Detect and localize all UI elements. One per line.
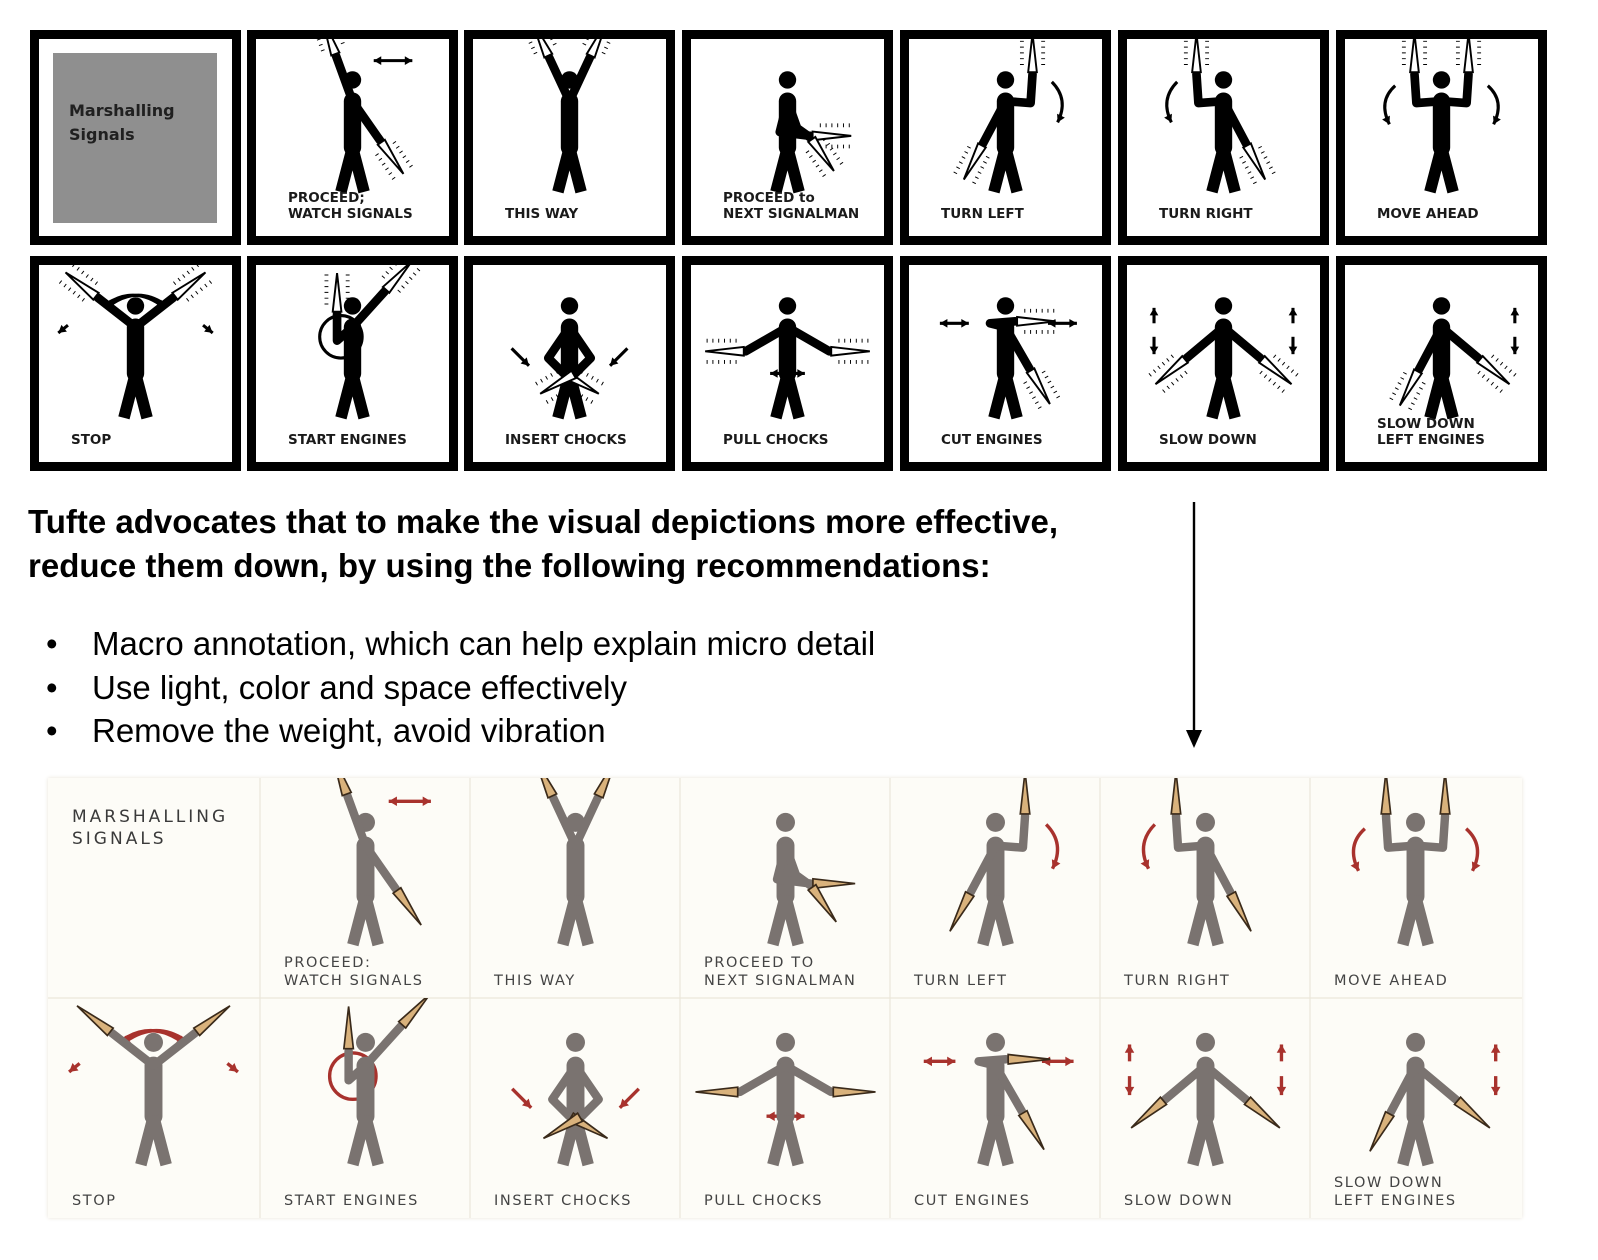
tufte-cell-stop — [48, 998, 259, 1218]
signal-label: PROCEED: WATCH SIGNALS — [284, 955, 424, 989]
signal-label: PROCEED TO NEXT SIGNALMAN — [704, 955, 857, 989]
start-engines-icon — [256, 265, 449, 425]
down-arrow-icon — [1182, 500, 1206, 752]
slow-down-icon — [1100, 998, 1311, 1188]
signal-label: STOP — [71, 432, 112, 448]
signal-label: SLOW DOWN — [1159, 432, 1257, 448]
stop-icon — [39, 265, 232, 425]
tufte-cell-insert-chocks — [470, 998, 681, 1218]
heavy-cell-slow-down — [1118, 256, 1329, 471]
signal-label: PROCEED; WATCH SIGNALS — [288, 190, 413, 222]
move-ahead-icon — [1345, 39, 1538, 199]
heavy-title: Marshalling Signals — [69, 101, 175, 144]
start-engines-icon — [260, 998, 471, 1188]
recommendation-list — [46, 622, 875, 753]
signal-label: THIS WAY — [505, 206, 579, 222]
tufte-title: MARSHALLING SIGNALS — [72, 807, 229, 849]
signal-label: THIS WAY — [494, 973, 576, 989]
recommendation-text: Macro annotation, which can help explain micro detail — [92, 625, 876, 662]
heavy-cell-cut-engines — [900, 256, 1111, 471]
heavy-cell-slow-down-left-engines — [1336, 256, 1547, 471]
turn-right-icon — [1100, 778, 1311, 968]
tufte-heading: Tufte advocates that to make the visual depictions more effective, reduce them down, by using the following recommendations: — [28, 503, 1059, 584]
cut-engines-icon — [909, 265, 1102, 425]
tufte-cell-this-way — [470, 778, 681, 998]
signal-label: TURN RIGHT — [1124, 973, 1231, 989]
tufte-cell-cut-engines — [890, 998, 1101, 1218]
slow-down-left-engines-icon — [1345, 265, 1538, 425]
recommendation-text: Remove the weight, avoid vibration — [92, 712, 606, 749]
stop-icon — [48, 998, 259, 1188]
heavy-cell-stop — [30, 256, 241, 471]
tufte-cell-pull-chocks — [680, 998, 891, 1218]
heavy-cell-start-engines — [247, 256, 458, 471]
proceed-next-signalman-icon — [691, 39, 884, 199]
proceed-watch-signals-icon — [260, 778, 471, 968]
turn-right-icon — [1127, 39, 1320, 199]
this-way-icon — [470, 778, 681, 968]
signal-label: CUT ENGINES — [941, 432, 1043, 448]
signal-label: MOVE AHEAD — [1334, 973, 1449, 989]
signal-label: START ENGINES — [284, 1193, 419, 1209]
proceed-watch-signals-icon — [256, 39, 449, 199]
this-way-icon — [473, 39, 666, 199]
signal-label: SLOW DOWN LEFT ENGINES — [1334, 1175, 1457, 1209]
tufte-cell-move-ahead — [1310, 778, 1521, 998]
bullet-dot: • — [46, 625, 58, 662]
insert-chocks-icon — [473, 265, 666, 425]
signal-label: TURN RIGHT — [1159, 206, 1253, 222]
heavy-cell-proceed-watch-signals — [247, 30, 458, 245]
pull-chocks-icon — [680, 998, 891, 1188]
tufte-signals-grid — [48, 778, 1522, 1218]
heavy-cell-this-way — [464, 30, 675, 245]
tufte-cell-turn-left — [890, 778, 1101, 998]
tufte-cell-proceed-next-signalman — [680, 778, 891, 998]
heavy-cell-move-ahead — [1336, 30, 1547, 245]
heavy-title-cell — [30, 30, 241, 245]
heavy-cell-insert-chocks — [464, 256, 675, 471]
signal-label: START ENGINES — [288, 432, 407, 448]
tufte-cell-turn-right — [1100, 778, 1311, 998]
signal-label: SLOW DOWN — [1124, 1193, 1234, 1209]
turn-left-icon — [909, 39, 1102, 199]
recommendation-item — [46, 709, 875, 753]
tufte-cell-slow-down-left-engines — [1310, 998, 1521, 1218]
heavy-cell-pull-chocks — [682, 256, 893, 471]
recommendation-item — [46, 666, 875, 710]
signal-label: TURN LEFT — [941, 206, 1024, 222]
signal-label: CUT ENGINES — [914, 1193, 1031, 1209]
tufte-cell-slow-down — [1100, 998, 1311, 1218]
signal-label: INSERT CHOCKS — [494, 1193, 633, 1209]
signal-label: PROCEED to NEXT SIGNALMAN — [723, 190, 860, 222]
signal-label: PULL CHOCKS — [723, 432, 829, 448]
heavy-cell-turn-left — [900, 30, 1111, 245]
tufte-cell-start-engines — [260, 998, 471, 1218]
signal-label: SLOW DOWN LEFT ENGINES — [1377, 416, 1485, 448]
signal-label: STOP — [72, 1193, 117, 1209]
insert-chocks-icon — [470, 998, 681, 1188]
heavy-signals-grid — [0, 0, 1598, 490]
signal-label: MOVE AHEAD — [1377, 206, 1479, 222]
cut-engines-icon — [890, 998, 1101, 1188]
move-ahead-icon — [1310, 778, 1521, 968]
slow-down-left-engines-icon — [1310, 998, 1521, 1188]
heavy-cell-proceed-next-signalman — [682, 30, 893, 245]
heavy-cell-turn-right — [1118, 30, 1329, 245]
slow-down-icon — [1127, 265, 1320, 425]
recommendation-text: Use light, color and space effectively — [92, 668, 628, 706]
tufte-cell-proceed-watch-signals — [260, 778, 471, 998]
signal-label: PULL CHOCKS — [704, 1193, 824, 1209]
recommendation-item — [46, 622, 875, 666]
turn-left-icon — [890, 778, 1101, 968]
bullet-dot: • — [46, 712, 58, 749]
proceed-next-signalman-icon — [680, 778, 891, 968]
signal-label: TURN LEFT — [914, 973, 1008, 989]
bullet-dot: • — [46, 668, 58, 706]
pull-chocks-icon — [691, 265, 884, 425]
tufte-title-cell — [48, 778, 259, 998]
signal-label: INSERT CHOCKS — [505, 432, 627, 448]
